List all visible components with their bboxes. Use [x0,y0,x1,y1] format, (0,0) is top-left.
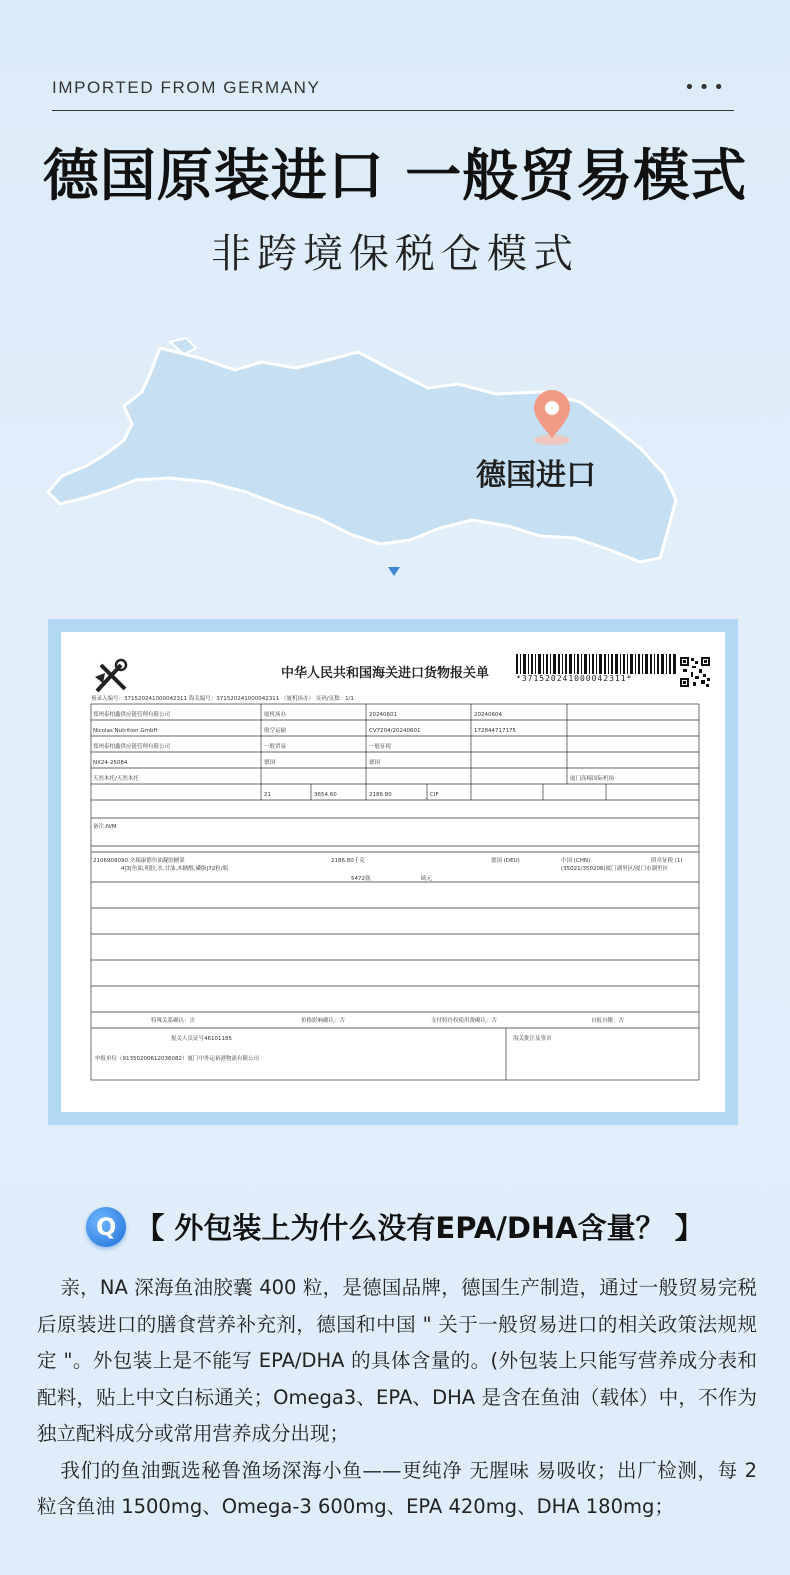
item-place-value: (35021/350206)厦门湖里区/厦门市湖里区 [561,866,668,872]
question-heading [0,1206,790,1247]
confirm-royalty: 支付特许权使用费确认：否 [431,1018,498,1024]
entry-place-value: 厦门高崎国际机场 [570,776,615,782]
declare-company-value: 申报单位（91350200612036082）厦门中外运裕港物流有限公司 [95,1056,259,1062]
question-text: 【 外包装上为什么没有EPA/DHA含量？ 】 [135,1211,704,1245]
transport-mode-value: 航空运输 [264,728,287,734]
foreign-shipper-value: Nicolas Nutrition GmbH [93,728,158,734]
more-dots-icon: ••• [684,77,728,98]
customs-document-frame [48,619,738,1125]
item-qty2-value: 5472瓶 [351,876,371,882]
answer-paragraph-2: 我们的鱼油甄选秘鲁渔场深海小鱼——更纯净 无腥味 易吸收；出厂检测，每 2 粒含鱼油 1500mg、Omega-3 600mg、EPA 420mg、DHA 180mg； [37,1458,757,1518]
customs-declaration-form [61,632,725,1112]
map-label: 德国进口 [476,458,596,493]
item-tax-value: 照章征税 (1) [651,858,683,864]
consignee-value: 郑州泰柏鑫供应链管理有限公司 [93,712,171,718]
confirm-self: 自报自缴：否 [591,1018,625,1024]
customs-note-label: 海关批注及签章 [513,1036,552,1042]
departure-port-value: 德国 [369,760,381,766]
supervision-value: 一般贸易 [264,744,287,750]
net-weight-value: 2186.80 [369,792,392,798]
contract-value: NX24-25084 [93,760,128,766]
package-value: 天然木托/天然木托 [93,776,139,782]
page-headline: 德国原装进口 一般贸易模式 [42,144,748,209]
pieces-value: 21 [264,792,271,798]
item-origin-value: 德国 (DEU) [491,858,520,864]
item-dest-value: 中国 (CHN) [561,858,591,864]
declare-unit-value: 郑州泰柏鑫供应链管理有限公司 [93,744,171,750]
answer-paragraph-1: 亲，NA 深海鱼油胶囊 400 粒，是德国品牌，德国生产制造，通过一般贸易完税后原装进口的膳食营养补充剂，德国和中国 " 关于一般贸易进口的相关政策法规规定 "。外包装上是不能写 EPA/DHA 的具体含量的。(外包装上只能写营养成分表和配料，贴上中文白标通关；Omega3、EPA、DHA 是含在鱼油（载体）中，不作为独立配料成分或常用营养成分出现； [37,1276,757,1445]
confirm-price: 价格影响确认：否 [301,1018,346,1024]
top-bar [52,78,734,111]
marks-remarks-value: 备注:N/M [93,824,117,830]
trade-terms-value: CIF [430,792,439,798]
map-illustration [0,330,790,600]
item-spec-value: 4|3|鱼油,明胶,水,甘油,木糖醇,磷脂|72粒/瓶 [121,866,229,872]
item-currency-value: 欧元 [421,876,433,882]
origin-country-value: 德国 [264,760,276,766]
declarer-value: 报关人员证号46101185 [171,1036,232,1042]
item-qty-value: 2186.80千克 [331,858,365,864]
import-date-value: 20240601 [369,712,397,718]
entry-port-value: 厦机场办 [264,712,287,718]
page-subline: 非跨境保税仓模式 [211,231,579,277]
document-title: 中华人民共和国海关进口货物报关单 [281,666,490,681]
tax-nature-value: 一般征税 [369,744,392,750]
declare-date-value: 20240604 [474,712,502,718]
barcode-number: *371520241000042311* [516,674,633,683]
question-badge-icon: Q [86,1207,126,1247]
voyage-value: CV7204/20240601 [369,728,421,734]
answer-body [37,1270,757,1526]
scroll-down-icon [388,567,400,576]
location-pin-icon [534,390,570,445]
eyebrow-text: IMPORTED FROM GERMANY [52,78,321,97]
gross-weight-value: 3654.60 [314,792,337,798]
bill-no-value: 172844717175 [474,728,516,734]
item-name-value: 2106909090 全瑞康德鱼油凝胶糖果 [93,858,185,864]
confirm-special: 特殊关系确认：否 [151,1018,196,1024]
header-row: 预录入编号：371520241000042311 海关编号：371520241000042311 （厦机场办） 页码/页数：1/1 [91,696,354,702]
